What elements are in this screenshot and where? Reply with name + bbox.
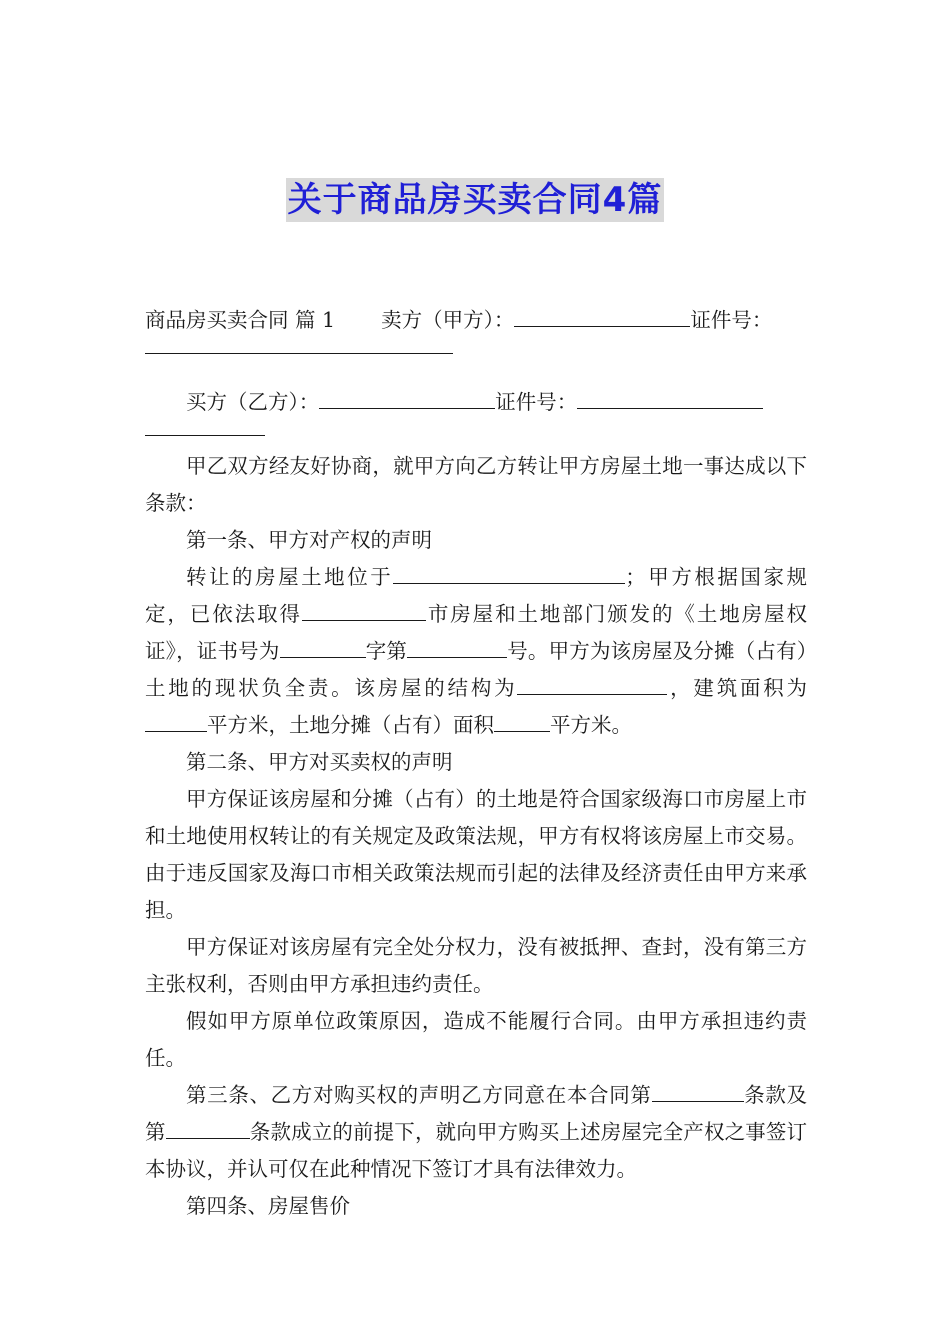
- art1-text-f: ，建筑面积为: [667, 676, 808, 700]
- document-body: [145, 302, 807, 1225]
- document-title: 关于商品房买卖合同4篇: [287, 180, 663, 220]
- floor-area-blank: [145, 709, 207, 732]
- art1-text-h: 平方米。: [550, 713, 632, 737]
- art3-text-c: 条款成立的前提下，就向甲方购买上述房屋完全产权之事签订本协议，并认可仅在此种情况下签订才具有法律效力。: [145, 1120, 808, 1181]
- art3-text-b: 条款及第: [145, 1083, 808, 1144]
- seller-id-label: 证件号：: [690, 308, 773, 332]
- seller-label: 卖方（甲方）：: [381, 308, 515, 332]
- city-blank: [302, 598, 426, 621]
- buyer-line: [145, 384, 807, 421]
- clause-blank-1: [652, 1079, 744, 1102]
- structure-blank: [517, 672, 667, 695]
- article-4-title: 第四条、房屋售价: [186, 1194, 350, 1218]
- location-blank: [393, 561, 625, 584]
- article-2-paragraph-2: 甲方保证对该房屋有完全处分权力，没有被抵押、查封，没有第三方主张权利，否则由甲方承担违约责任。: [145, 935, 807, 996]
- doc-label: 商品房买卖合同 篇 1: [145, 308, 336, 332]
- article-2-paragraph-1: 甲方保证该房屋和分摊（占有）的土地是符合国家级海口市房屋上市和土地使用权转让的有关规定及政策法规，甲方有权将该房屋上市交易。由于违反国家及海口市相关政策法规而引起的法律及经济责任由甲方来承担。: [145, 787, 807, 922]
- article-2-title: 第二条、甲方对买卖权的声明: [186, 750, 453, 774]
- art1-text-a: 转让的房屋土地位于: [186, 565, 394, 589]
- art1-text-c: 市房屋和土地部门颁发的《土地房屋权证》，证书号为: [145, 602, 808, 663]
- article-3-body: [145, 1077, 807, 1188]
- art1-text-g: 平方米，土地分摊（占有）面积: [207, 713, 494, 737]
- article-2-paragraph-3: 假如甲方原单位政策原因，造成不能履行合同。由甲方承担违约责任。: [145, 1009, 807, 1070]
- buyer-label: 买方（乙方）：: [186, 390, 320, 414]
- art3-text-a: 第三条、乙方对购买权的声明乙方同意在本合同第: [186, 1083, 652, 1107]
- buyer-id-blank: [577, 386, 763, 409]
- seller-blank: [514, 304, 690, 327]
- cert-prefix-blank: [280, 635, 366, 658]
- art1-text-d: 字第: [365, 639, 408, 663]
- art1-text-b: ；甲方根据国家规定，已依法取得: [145, 565, 807, 626]
- clause-blank-2: [166, 1116, 250, 1139]
- land-area-blank: [494, 709, 550, 732]
- article-1-body: [145, 559, 807, 744]
- buyer-blank: [319, 386, 495, 409]
- seller-line: [145, 302, 807, 339]
- title-container: [0, 178, 950, 222]
- art1-text-e: 号。甲方为该房屋及分摊（占有）土地的现状负全责。该房屋的结构为: [145, 639, 808, 700]
- cert-number-blank: [407, 635, 507, 658]
- article-1-title: 第一条、甲方对产权的声明: [186, 528, 432, 552]
- intro-paragraph: 甲乙双方经友好协商，就甲方向乙方转让甲方房屋土地一事达成以下条款：: [145, 454, 807, 515]
- buyer-id-label: 证件号：: [495, 390, 578, 414]
